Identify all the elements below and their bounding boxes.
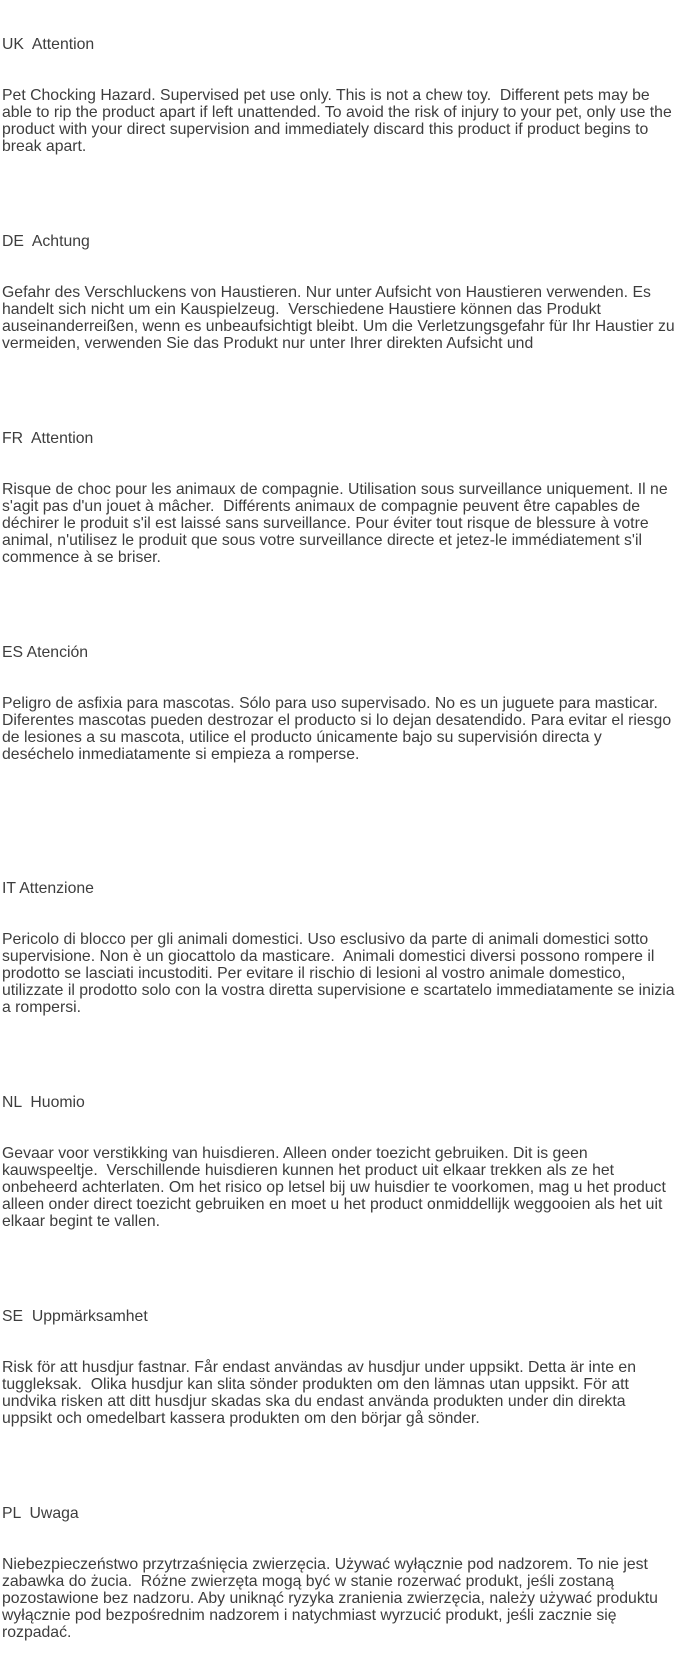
warning-section-uk [2, 2, 678, 189]
section-heading-se: SE Uppmärksamhet [2, 1308, 148, 1325]
warning-section-se [2, 1274, 678, 1461]
section-body-pl: Niebezpieczeństwo przytrzaśnięcia zwierzęcia. Używać wyłącznie pod nadzorem. To nie jest zabawka do żucia. Różne zwierzęta mogą być w stanie rozerwać produkt, jeśli zostaną pozostawione bez nadzoru. Aby uniknąć ryzyka zranienia zwierzęcia, należy używać produktu wyłącznie pod bezpośrednim nadzorem i natychmiast wyrzucić produkt, jeśli zacznie się rozpadać. [2, 1556, 663, 1641]
section-heading-de: DE Achtung [2, 233, 90, 250]
section-body-fr: Risque de choc pour les animaux de compagnie. Utilisation sous surveillance uniquement. Il ne s'agit pas d'un jouet à mâcher. Différents animaux de compagnie peuvent être capables de déchirer le produit s'il est laissé sans surveillance. Pour éviter tout risque de blessure à votre animal, n'utilisez le produit que sous votre surveillance directe et jetez-le immédiatement s'il commence à se briser. [2, 481, 672, 566]
section-body-de: Gefahr des Verschluckens von Haustieren. Nur unter Aufsicht von Haustieren verwenden. Es handelt sich nicht um ein Kauspielzeug. Verschiedene Haustiere können das Produkt auseinanderreißen, wenn es unbeaufsichtigt bleibt. Um die Verletzungsgefahr für Ihr Haustier zu vermeiden, verwenden Sie das Produkt nur unter Ihrer direkten Aufsicht und [2, 284, 679, 352]
section-body-se: Risk för att husdjur fastnar. Får endast användas av husdjur under uppsikt. Detta är inte en tuggleksak. Olika husdjur kan slita sönder produkten om den lämnas utan uppsikt. För att undvika risken att ditt husdjur skadas ska du endast använda produkten under din direkta uppsikt och omedelbart kassera produkten om den börjar gå sönder. [2, 1359, 641, 1427]
warning-label-document [2, 2, 678, 1675]
section-heading-uk: UK Attention [2, 36, 95, 53]
section-body-nl: Gevaar voor verstikking van huisdieren. Alleen onder toezicht gebruiken. Dit is geen kauwspeeltje. Verschillende huisdieren kunnen het product uit elkaar trekken als ze het onbeheerd achterlaten. Om het risico op letsel bij uw huisdier te voorkomen, mag u het product alleen onder direct toezicht gebruiken en moet u het product onmiddellijk weggooien als het uit elkaar begint te vallen. [2, 1145, 671, 1230]
section-heading-nl: NL Huomio [2, 1094, 85, 1111]
section-heading-pl: PL Uwaga [2, 1505, 79, 1522]
section-body-uk: Pet Chocking Hazard. Supervised pet use only. This is not a chew toy. Different pets may be able to rip the product apart if left unattended. To avoid the risk of injury to your pet, only use the product with your direct supervision and immediately discard this product if product begins to break apart. [2, 87, 677, 155]
section-heading-it: IT Attenzione [2, 880, 94, 897]
warning-section-fr [2, 396, 678, 600]
section-body-es: Peligro de asfixia para mascotas. Sólo para uso supervisado. No es un juguete para masticar. Diferentes mascotas pueden destrozar el producto si lo dejan desatendido. Para evitar el riesgo de lesiones a su mascota, utilice el producto únicamente bajo su supervisión directa y deséchelo inmediatamente si empieza a romperse. [2, 695, 676, 763]
section-heading-es: ES Atención [2, 644, 89, 661]
section-heading-fr: FR Attention [2, 430, 94, 447]
section-body-it: Pericolo di blocco per gli animali domestici. Uso esclusivo da parte di animali domestici sotto supervisione. Non è un giocattolo da masticare. Animali domestici diversi possono rompere il prodotto se lasciati incustoditi. Per evitare il rischio di lesioni al vostro animale domestico, utilizzate il prodotto solo con la vostra diretta supervisione e scartatelo immediatamente se inizia a rompersi. [2, 931, 679, 1016]
warning-section-pl [2, 1471, 678, 1675]
warning-section-de [2, 199, 678, 386]
warning-section-it [2, 846, 678, 1050]
warning-section-es [2, 610, 678, 797]
warning-section-nl [2, 1060, 678, 1264]
